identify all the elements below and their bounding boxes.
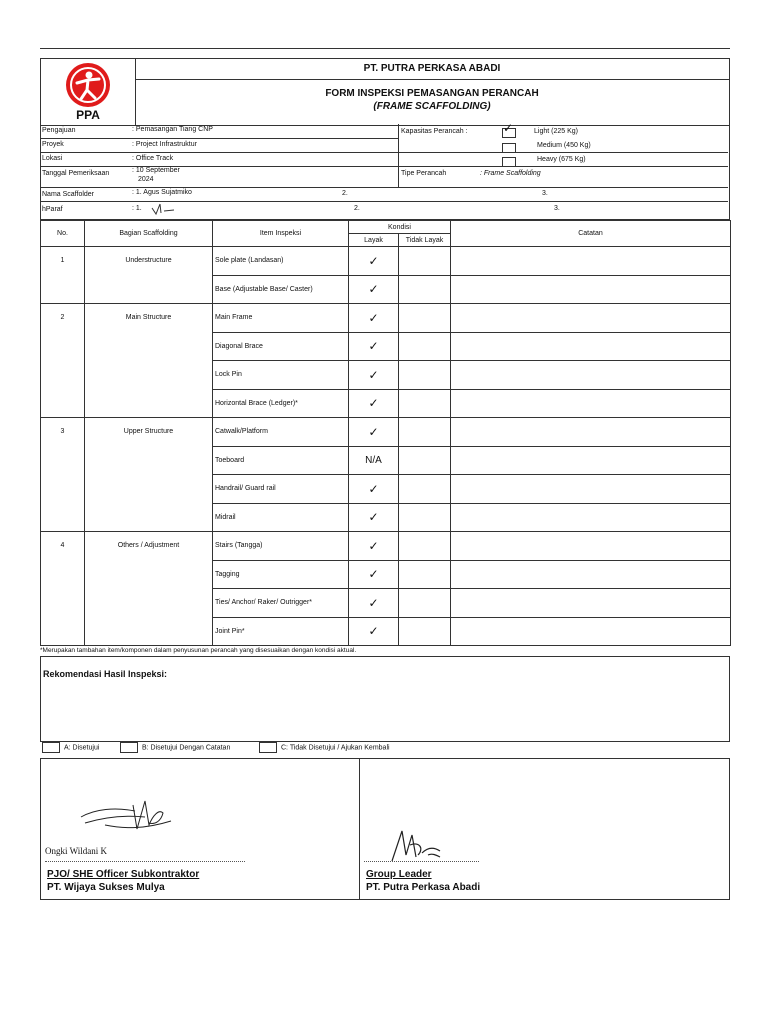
option-a-label: A: Disetujui bbox=[64, 744, 100, 752]
group-bagian: Upper Structure bbox=[85, 418, 213, 532]
pengajuan-label: Pengajuan bbox=[42, 127, 76, 134]
form-title-sub: (FRAME SCAFFOLDING) bbox=[373, 101, 491, 112]
item-name: Joint Pin* bbox=[213, 617, 349, 646]
tidak-layak-cell[interactable] bbox=[399, 560, 451, 589]
layak-mark[interactable]: ✓ bbox=[349, 475, 399, 504]
tanggal-value: : 10 September bbox=[132, 167, 180, 174]
catatan-cell[interactable] bbox=[451, 304, 731, 333]
tidak-layak-cell[interactable] bbox=[399, 475, 451, 504]
group-no: 1 bbox=[41, 247, 85, 304]
left-signature-line bbox=[45, 861, 245, 862]
paraf-3: 3. bbox=[554, 205, 560, 212]
signature-area bbox=[40, 758, 730, 900]
item-name: Midrail bbox=[213, 503, 349, 532]
cap-light-label: Light (225 Kg) bbox=[534, 128, 578, 135]
group-no: 3 bbox=[41, 418, 85, 532]
proyek-label: Proyek bbox=[42, 141, 64, 148]
tidak-layak-cell[interactable] bbox=[399, 361, 451, 390]
item-name: Diagonal Brace bbox=[213, 332, 349, 361]
item-name: Main Frame bbox=[213, 304, 349, 333]
item-name: Catwalk/Platform bbox=[213, 418, 349, 447]
cap-heavy-label: Heavy (675 Kg) bbox=[537, 156, 586, 163]
layak-mark[interactable]: ✓ bbox=[349, 418, 399, 447]
left-signer-org: PT. Wijaya Sukses Mulya bbox=[47, 882, 165, 893]
item-name: Stairs (Tangga) bbox=[213, 532, 349, 561]
option-c-checkbox[interactable] bbox=[259, 742, 277, 753]
catatan-cell[interactable] bbox=[451, 361, 731, 390]
option-b-checkbox[interactable] bbox=[120, 742, 138, 753]
scaffolder-3: 3. bbox=[542, 190, 548, 197]
layak-mark[interactable]: ✓ bbox=[349, 532, 399, 561]
tidak-layak-cell[interactable] bbox=[399, 532, 451, 561]
col-tidak-layak: Tidak Layak bbox=[399, 234, 451, 247]
item-name: Lock Pin bbox=[213, 361, 349, 390]
top-rule bbox=[40, 48, 730, 49]
right-signer-org: PT. Putra Perkasa Abadi bbox=[366, 882, 481, 893]
layak-mark[interactable]: ✓ bbox=[349, 361, 399, 390]
ppa-logo-icon bbox=[41, 59, 135, 111]
form-header bbox=[40, 58, 730, 126]
tidak-layak-cell[interactable] bbox=[399, 446, 451, 475]
table-row bbox=[41, 304, 731, 333]
layak-mark[interactable]: ✓ bbox=[349, 304, 399, 333]
option-a[interactable] bbox=[42, 742, 99, 753]
medium-checkbox[interactable] bbox=[502, 143, 516, 153]
signature-left-icon bbox=[75, 795, 175, 835]
tidak-layak-cell[interactable] bbox=[399, 389, 451, 418]
item-name: Sole plate (Landasan) bbox=[213, 247, 349, 276]
catatan-cell[interactable] bbox=[451, 418, 731, 447]
tidak-layak-cell[interactable] bbox=[399, 275, 451, 304]
pengajuan-value: : Pemasangan Tiang CNP bbox=[132, 126, 213, 133]
table-row bbox=[41, 532, 731, 561]
tidak-layak-cell[interactable] bbox=[399, 332, 451, 361]
layak-mark[interactable]: N/A bbox=[349, 446, 399, 475]
col-bagian: Bagian Scaffolding bbox=[85, 221, 213, 247]
catatan-cell[interactable] bbox=[451, 247, 731, 276]
left-signer-role: PJO/ SHE Officer Subkontraktor bbox=[47, 869, 200, 880]
layak-mark[interactable]: ✓ bbox=[349, 332, 399, 361]
option-b-label: B: Disetujui Dengan Catatan bbox=[142, 744, 231, 752]
tipe-label: Tipe Perancah bbox=[401, 170, 447, 177]
approval-options bbox=[40, 742, 730, 758]
option-c[interactable] bbox=[259, 742, 390, 753]
group-bagian: Others / Adjustment bbox=[85, 532, 213, 646]
kapasitas-label: Kapasitas Perancah : bbox=[401, 128, 468, 135]
light-check-mark: ✓ bbox=[503, 121, 514, 135]
item-name: Horizontal Brace (Ledger)* bbox=[213, 389, 349, 418]
group-no: 4 bbox=[41, 532, 85, 646]
scaffolder-2: 2. bbox=[342, 190, 348, 197]
proyek-value: : Project Infrastruktur bbox=[132, 141, 197, 148]
tidak-layak-cell[interactable] bbox=[399, 304, 451, 333]
catatan-cell[interactable] bbox=[451, 503, 731, 532]
layak-mark[interactable]: ✓ bbox=[349, 617, 399, 646]
inspection-table bbox=[40, 220, 731, 646]
option-a-checkbox[interactable] bbox=[42, 742, 60, 753]
info-block bbox=[40, 121, 728, 220]
catatan-cell[interactable] bbox=[451, 275, 731, 304]
col-no: No. bbox=[41, 221, 85, 247]
lokasi-label: Lokasi bbox=[42, 155, 63, 162]
option-c-label: C: Tidak Disetujui / Ajukan Kembali bbox=[281, 744, 390, 752]
signature-right bbox=[360, 759, 729, 899]
option-b[interactable] bbox=[120, 742, 230, 753]
item-name: Base (Adjustable Base/ Caster) bbox=[213, 275, 349, 304]
tidak-layak-cell[interactable] bbox=[399, 617, 451, 646]
paraf-signature-icon bbox=[150, 202, 176, 216]
group-bagian: Understructure bbox=[85, 247, 213, 304]
col-catatan: Catatan bbox=[451, 221, 731, 247]
left-signer-name: Ongki Wildani K bbox=[45, 846, 107, 856]
company-logo bbox=[41, 59, 136, 125]
catatan-cell[interactable] bbox=[451, 446, 731, 475]
heavy-checkbox[interactable] bbox=[502, 157, 516, 167]
catatan-cell[interactable] bbox=[451, 617, 731, 646]
item-name: Handrail/ Guard rail bbox=[213, 475, 349, 504]
col-item: Item Inspeksi bbox=[213, 221, 349, 247]
paraf-label: hParaf bbox=[42, 206, 63, 213]
signature-right-icon bbox=[388, 825, 468, 865]
layak-mark[interactable]: ✓ bbox=[349, 503, 399, 532]
tipe-value: : Frame Scaffolding bbox=[480, 170, 541, 177]
item-name: Ties/ Anchor/ Raker/ Outrigger* bbox=[213, 589, 349, 618]
tidak-layak-cell[interactable] bbox=[399, 503, 451, 532]
rekomendasi-label: Rekomendasi Hasil Inspeksi: bbox=[43, 669, 168, 679]
catatan-cell[interactable] bbox=[451, 532, 731, 561]
layak-mark[interactable]: ✓ bbox=[349, 247, 399, 276]
form-title bbox=[135, 87, 729, 113]
catatan-cell[interactable] bbox=[451, 560, 731, 589]
item-name: Tagging bbox=[213, 560, 349, 589]
table-row bbox=[41, 418, 731, 447]
paraf-1: : 1. bbox=[132, 205, 142, 212]
col-layak: Layak bbox=[349, 234, 399, 247]
item-name: Toeboard bbox=[213, 446, 349, 475]
catatan-cell[interactable] bbox=[451, 389, 731, 418]
cap-medium-label: Medium (450 Kg) bbox=[537, 142, 591, 149]
catatan-cell[interactable] bbox=[451, 475, 731, 504]
col-kondisi: Kondisi bbox=[349, 221, 451, 234]
group-no: 2 bbox=[41, 304, 85, 418]
tanggal-label: Tanggal Pemeriksaan bbox=[42, 170, 110, 177]
catatan-cell[interactable] bbox=[451, 332, 731, 361]
lokasi-value: : Office Track bbox=[132, 155, 174, 162]
scaffolder-1: : 1. Agus Sujatmiko bbox=[132, 189, 192, 196]
catatan-cell[interactable] bbox=[451, 589, 731, 618]
signature-left bbox=[41, 759, 360, 899]
table-row bbox=[41, 247, 731, 276]
group-bagian: Main Structure bbox=[85, 304, 213, 418]
layak-mark[interactable]: ✓ bbox=[349, 560, 399, 589]
form-title-main: FORM INSPEKSI PEMASANGAN PERANCAH bbox=[325, 88, 539, 99]
right-signature-line bbox=[364, 861, 479, 862]
tidak-layak-cell[interactable] bbox=[399, 418, 451, 447]
logo-text: PPA bbox=[76, 108, 100, 122]
right-signer-role: Group Leader bbox=[366, 869, 432, 880]
layak-mark[interactable]: ✓ bbox=[349, 589, 399, 618]
layak-mark[interactable]: ✓ bbox=[349, 389, 399, 418]
tidak-layak-cell[interactable] bbox=[399, 589, 451, 618]
layak-mark[interactable]: ✓ bbox=[349, 275, 399, 304]
tanggal-year: 2024 bbox=[138, 176, 154, 183]
tidak-layak-cell[interactable] bbox=[399, 247, 451, 276]
footnote: *Merupakan tambahan item/komponen dalam penyusunan perancah yang disesuaikan dengan kondisi aktual. bbox=[40, 647, 357, 654]
rekomendasi-box[interactable] bbox=[40, 656, 730, 742]
scaffolder-label: Nama Scaffolder bbox=[42, 191, 95, 198]
company-name: PT. PUTRA PERKASA ABADI bbox=[135, 59, 729, 80]
paraf-2: 2. bbox=[354, 205, 360, 212]
